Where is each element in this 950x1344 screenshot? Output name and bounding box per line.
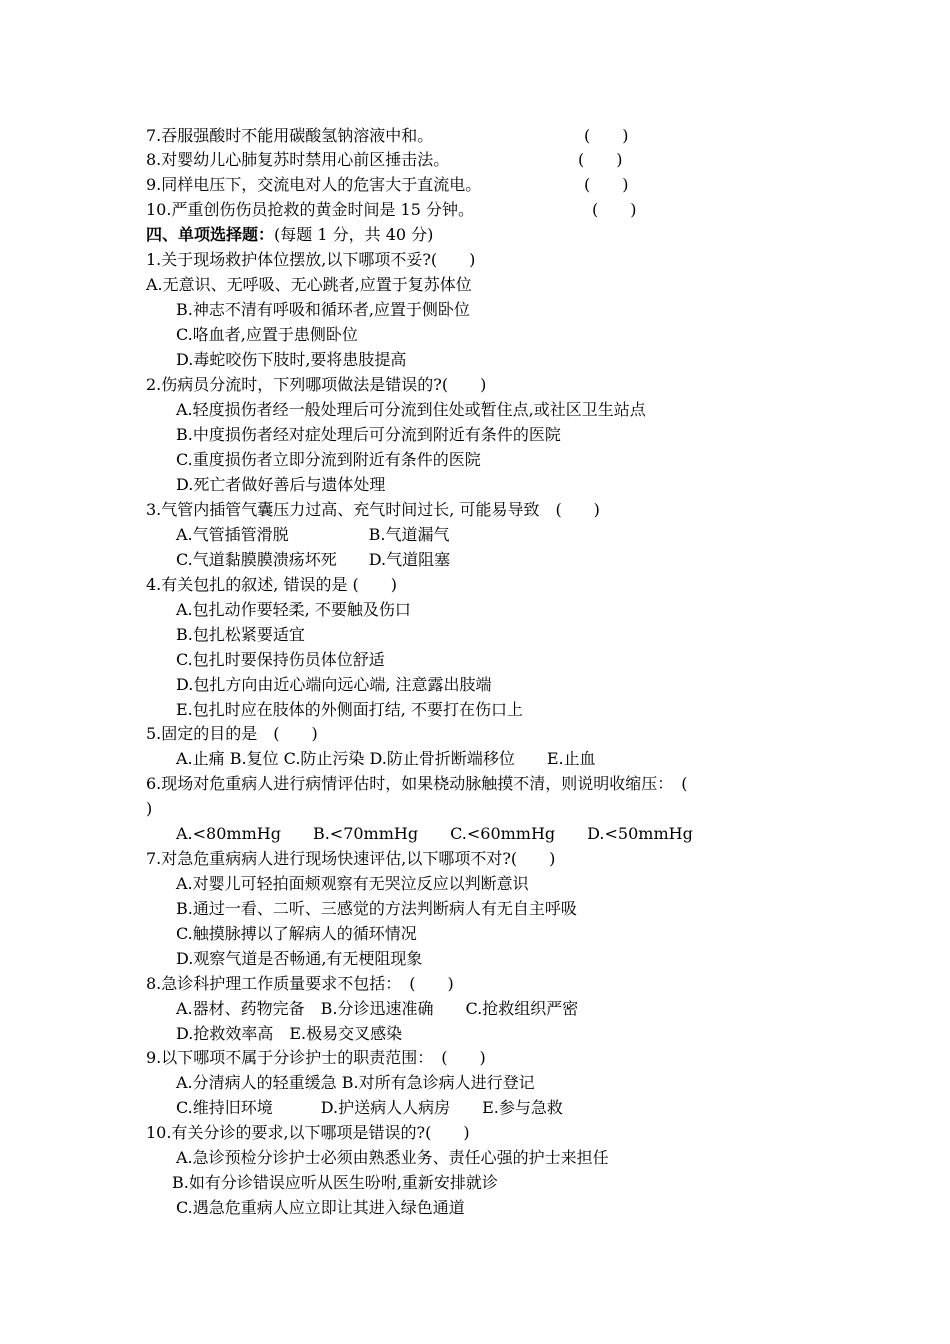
option: C.触摸脉搏以了解病人的循环情况 (176, 924, 417, 943)
answer-blank: ( ) (584, 126, 629, 145)
section-note: (每题 1 分，共 40 分) (274, 225, 434, 244)
option: E.包扎时应在肢体的外侧面打结, 不要打在伤口上 (176, 700, 523, 719)
question-stem-continued: ) (146, 799, 153, 818)
option: A.无意识、无呼吸、无心跳者,应置于复苏体位 (146, 275, 472, 294)
tf-item-8: 8.对婴幼儿心肺复苏时禁用心前区捶击法。 (146, 150, 450, 169)
answer-blank: ( ) (584, 175, 629, 194)
option: A.分清病人的轻重缓急 B.对所有急诊病人进行登记 (176, 1073, 535, 1092)
question-stem: 1.关于现场救护体位摆放,以下哪项不妥?( ) (146, 250, 476, 269)
answer-blank: ( ) (592, 200, 637, 219)
section-heading (146, 223, 433, 247)
option: A.轻度损伤者经一般处理后可分流到住处或暂住点,或社区卫生站点 (176, 400, 646, 419)
option: C.遇急危重病人应立即让其进入绿色通道 (176, 1198, 465, 1217)
option: C.维持旧环境 D.护送病人人病房 E.参与急救 (176, 1098, 563, 1117)
option: C.重度损伤者立即分流到附近有条件的医院 (176, 450, 481, 469)
option: A.<80mmHg B.<70mmHg C.<60mmHg D.<50mmHg (176, 824, 693, 843)
option: A.急诊预检分诊护士必须由熟悉业务、责任心强的护士来担任 (176, 1148, 609, 1167)
tf-item-9: 9.同样电压下，交流电对人的危害大于直流电。 (146, 175, 482, 194)
option: D.死亡者做好善后与遗体处理 (176, 475, 386, 494)
question-stem: 2.伤病员分流时，下列哪项做法是错误的?( ) (146, 375, 487, 394)
question-stem: 8.急诊科护理工作质量要求不包括： ( ) (146, 974, 454, 993)
tf-item-7: 7.吞服强酸时不能用碳酸氢钠溶液中和。 (146, 126, 434, 145)
tf-item-10: 10.严重创伤伤员抢救的黄金时间是 15 分钟。 (146, 200, 474, 219)
answer-blank: ( ) (578, 150, 623, 169)
option: C.包扎时要保持伤员体位舒适 (176, 650, 385, 669)
option: D.观察气道是否畅通,有无梗阻现象 (176, 949, 423, 968)
question-stem: 3.气管内插管气囊压力过高、充气时间过长, 可能易导致 ( ) (146, 500, 600, 519)
option: B.通过一看、二听、三感觉的方法判断病人有无自主呼吸 (176, 899, 577, 918)
option: D.毒蛇咬伤下肢时,要将患肢提高 (176, 350, 407, 369)
option: A.止痛 B.复位 C.防止污染 D.防止骨折断端移位 E.止血 (176, 749, 596, 768)
section-title: 四、单项选择题： (146, 225, 275, 244)
question-stem: 9.以下哪项不属于分诊护士的职责范围： ( ) (146, 1048, 486, 1067)
option: A.包扎动作要轻柔, 不要触及伤口 (176, 600, 411, 619)
option: C.咯血者,应置于患侧卧位 (176, 325, 358, 344)
option: A.器材、药物完备 B.分诊迅速准确 C.抢救组织严密 (176, 999, 579, 1018)
question-stem: 5.固定的目的是 ( ) (146, 724, 318, 743)
option: D.包扎方向由近心端向远心端, 注意露出肢端 (176, 675, 492, 694)
option: D.抢救效率高 E.极易交叉感染 (176, 1024, 403, 1043)
option: B.如有分诊错误应听从医生吩咐,重新安排就诊 (172, 1173, 498, 1192)
option: A.气管插管滑脱 B.气道漏气 (176, 525, 450, 544)
option: C.气道黏膜膜溃疡坏死 D.气道阻塞 (176, 550, 451, 569)
option: B.神志不清有呼吸和循环者,应置于侧卧位 (176, 300, 470, 319)
question-stem: 4.有关包扎的叙述, 错误的是 ( ) (146, 575, 398, 594)
option: B.包扎松紧要适宜 (176, 625, 305, 644)
option: B.中度损伤者经对症处理后可分流到附近有条件的医院 (176, 425, 561, 444)
question-stem: 7.对急危重病病人进行现场快速评估,以下哪项不对?( ) (146, 849, 556, 868)
question-stem: 10.有关分诊的要求,以下哪项是错误的?( ) (146, 1123, 470, 1142)
option: A.对婴儿可轻拍面颊观察有无哭泣反应以判断意识 (176, 874, 529, 893)
question-stem: 6.现场对危重病人进行病情评估时，如果桡动脉触摸不清，则说明收缩压： ( (146, 774, 688, 793)
